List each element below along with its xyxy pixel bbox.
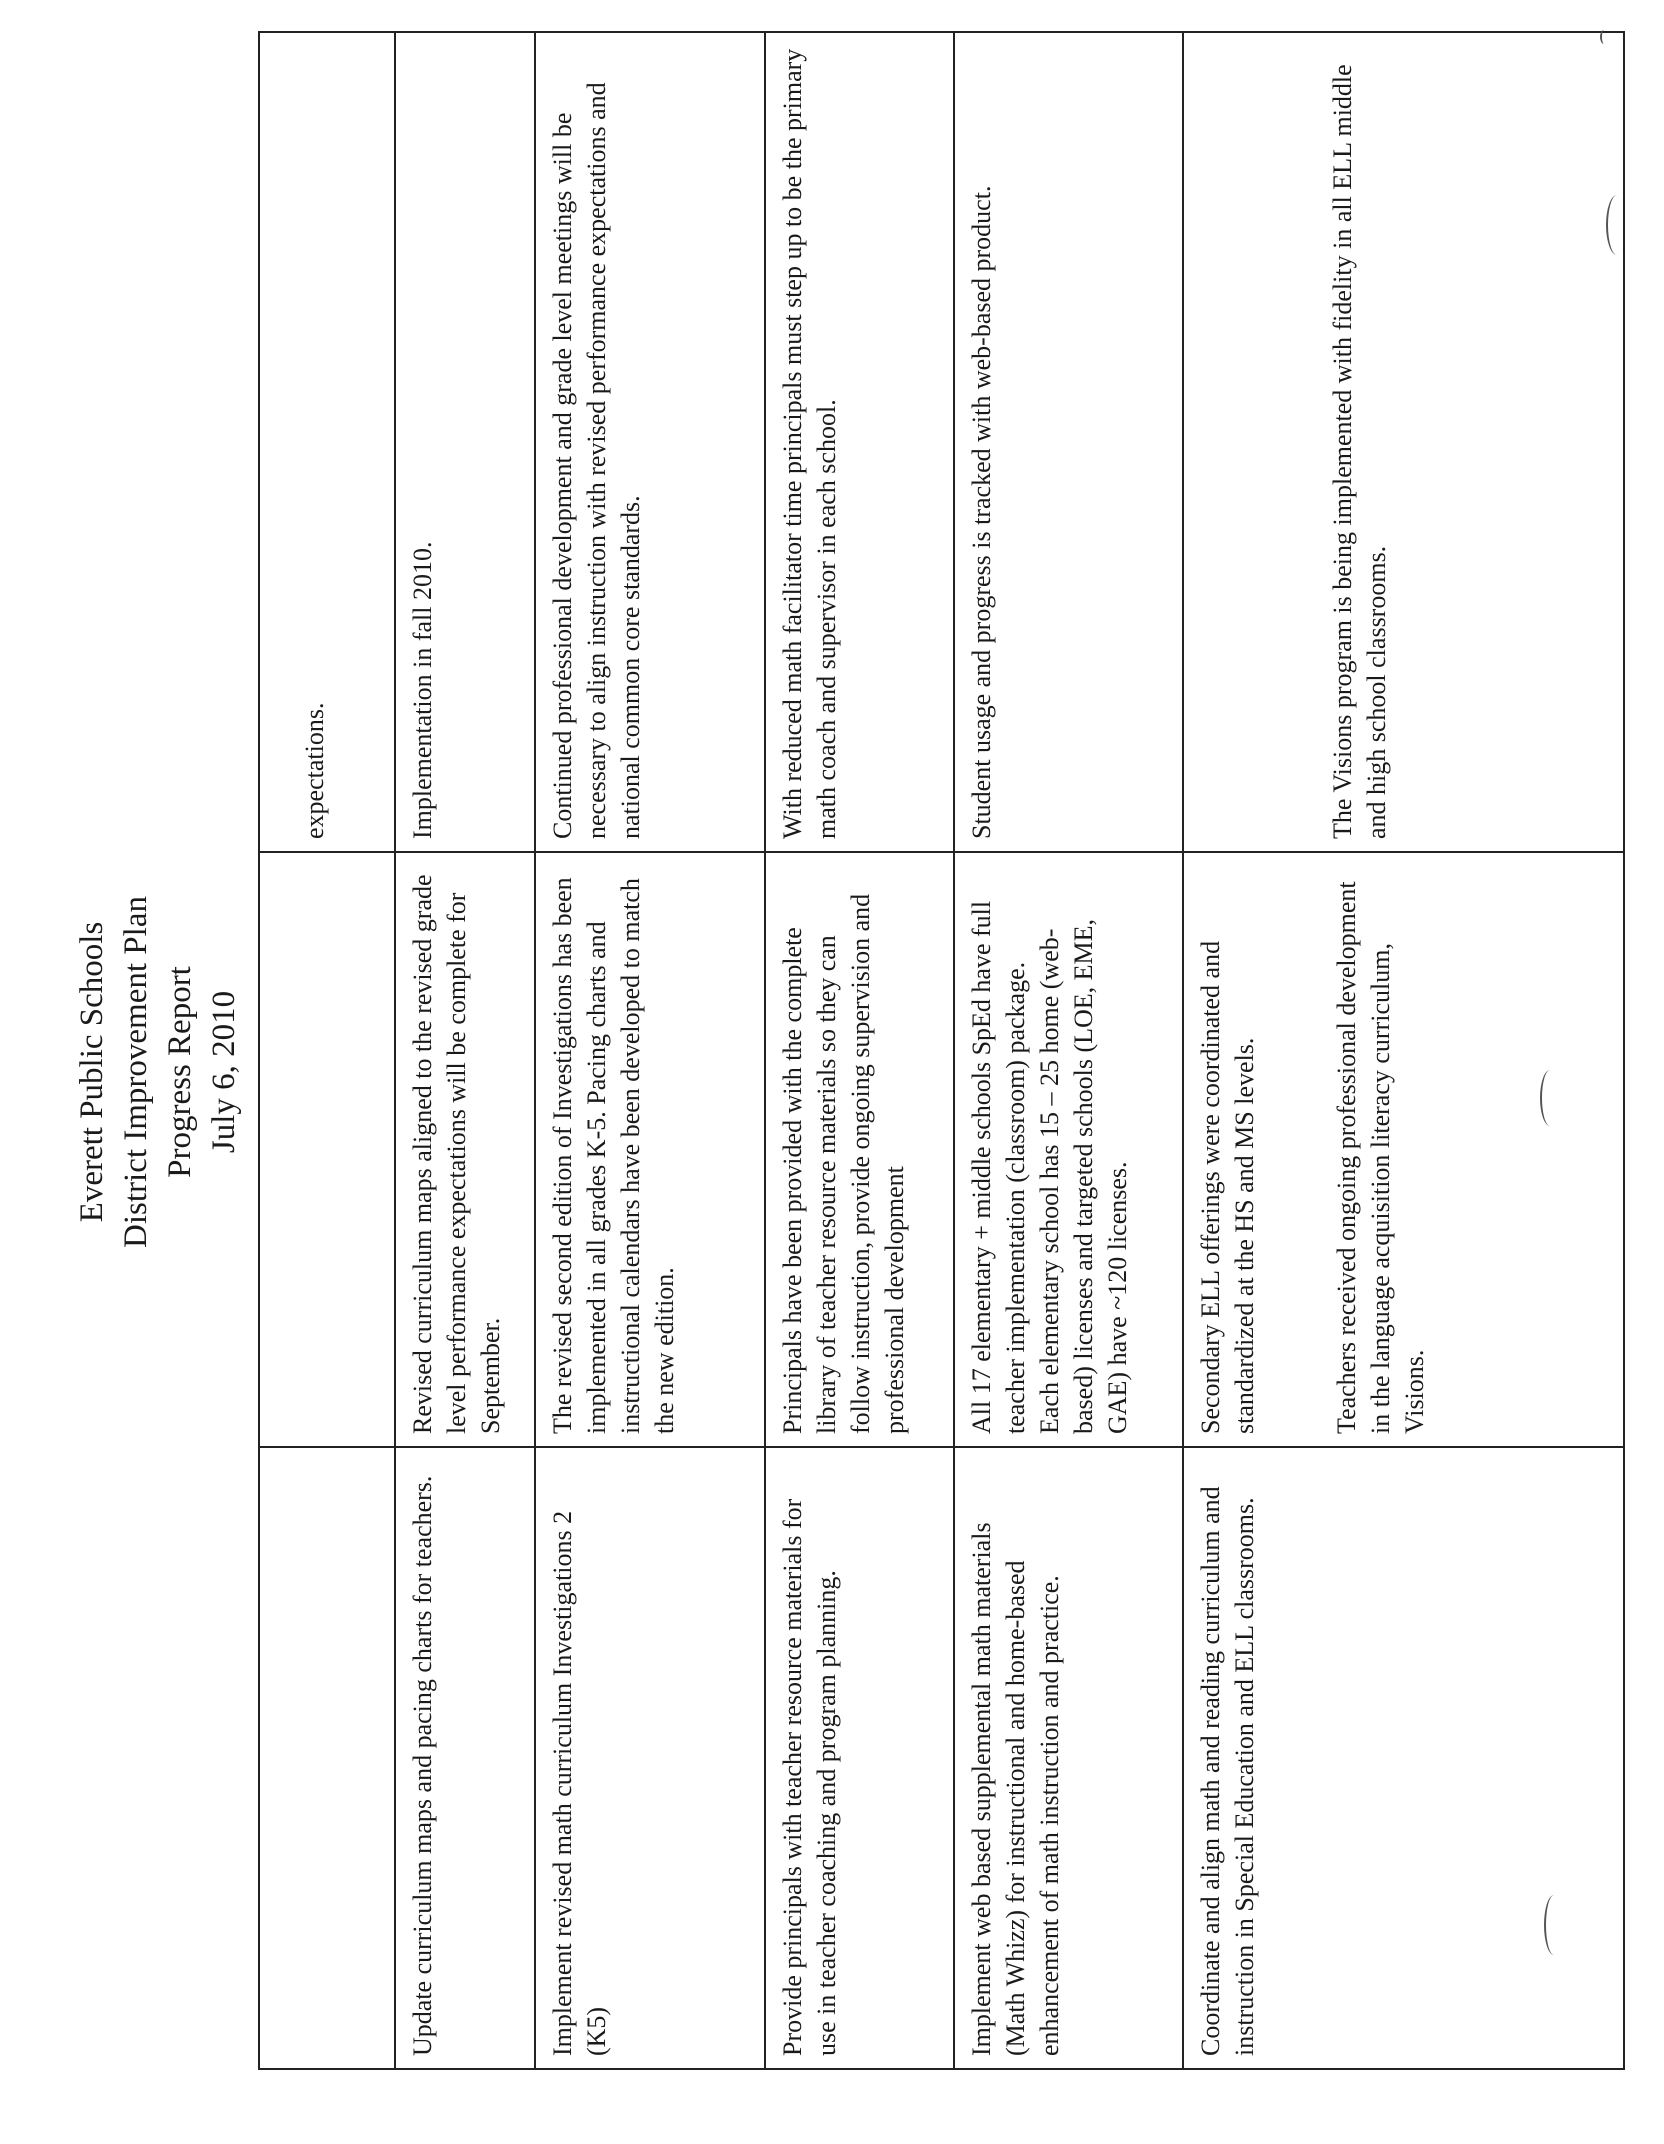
progress-cell — [1183, 852, 1624, 1447]
strategy-cell: Provide principals with teacher resource materials for use in teacher coaching and program planning. — [765, 1447, 954, 2069]
header-plan-title: District Improvement Plan — [118, 896, 154, 1248]
next-steps-cell: Continued professional development and grade level meetings will be necessary to align instruction with revised performance expectations and national common core standards. — [535, 32, 765, 852]
next-steps-cell — [259, 32, 395, 852]
progress-cell — [954, 852, 1183, 1447]
table-row — [765, 32, 954, 2069]
scan-mark — [1540, 1070, 1560, 1126]
scan-mark — [1600, 30, 1608, 44]
table-row — [395, 32, 535, 2069]
table-row — [954, 32, 1183, 2069]
progress-cell: The revised second edition of Investigations has been implemented in all grades K-5. Pacing charts and instructional calendars have been developed to match the new edition. — [535, 852, 765, 1447]
scan-mark — [1544, 1895, 1564, 1955]
improvement-plan-table — [258, 31, 1625, 2070]
strategy-cell: Implement web based supplemental math materials (Math Whizz) for instructional and home-based enhancement of math instruction and practice. — [954, 1447, 1183, 2069]
next-steps-cell: Student usage and progress is tracked with web-based product. — [954, 32, 1183, 852]
scan-mark — [1606, 195, 1628, 255]
progress-text-part-1: Secondary ELL offerings were coordinated and standardized at the HS and MS levels. — [1196, 940, 1259, 1434]
next-steps-cell: With reduced math facilitator time principals must step up to be the primary math coach and supervisor in each school. — [765, 32, 954, 852]
next-steps-text: expectations. — [300, 702, 329, 839]
progress-cell — [259, 852, 395, 1447]
strategy-cell: Implement revised math curriculum Investigations 2 (K5) — [535, 1447, 765, 2069]
header-date: July 6, 2010 — [206, 990, 242, 1154]
progress-cell: Revised curriculum maps aligned to the revised grade level performance expectations will be complete for September. — [395, 852, 535, 1447]
progress-text-part-1: All 17 elementary + middle schools SpEd have full teacher implementation (classroom) package. — [967, 900, 1030, 1434]
progress-text-part-2: Teachers received ongoing professional development in the language acquisition literacy curriculum, Visions. — [1332, 881, 1429, 1434]
progress-cell: Principals have been provided with the complete library of teacher resource materials so they can follow instruction, provide ongoing supervision and professional development — [765, 852, 954, 1447]
strategy-cell — [259, 1447, 395, 2069]
strategy-cell: Coordinate and align math and reading curriculum and instruction in Special Education and ELL classrooms. — [1183, 1447, 1624, 2069]
table-row — [259, 32, 395, 2069]
next-steps-cell: Implementation in fall 2010. — [395, 32, 535, 852]
strategy-cell: Update curriculum maps and pacing charts for teachers. — [395, 1447, 535, 2069]
header-report-title: Progress Report — [162, 966, 198, 1178]
header-district: Everett Public Schools — [74, 921, 110, 1223]
table-row — [1183, 32, 1624, 2069]
next-steps-cell — [1183, 32, 1624, 852]
progress-text-part-2: Each elementary school has 15 – 25 home (web-based) licenses and targeted schools (LOE, EME, GAE) have ~120 licenses. — [1035, 918, 1132, 1434]
table-row — [535, 32, 765, 2069]
next-steps-text: The Visions program is being implemented with fidelity in all ELL middle and high school classrooms. — [1328, 64, 1391, 839]
document-header — [70, 0, 246, 2144]
